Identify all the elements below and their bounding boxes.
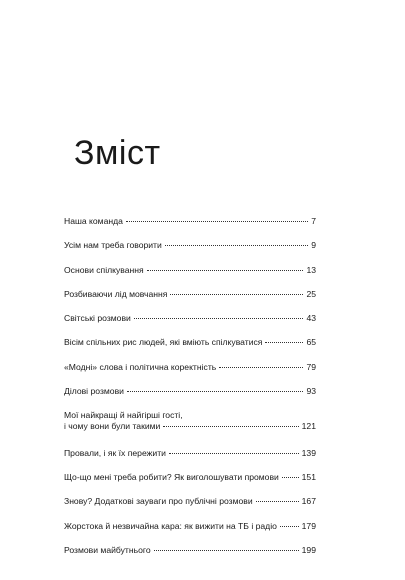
toc-row: [64, 421, 316, 432]
toc-entry: [64, 216, 316, 227]
toc-entry: [64, 521, 316, 532]
toc-row: [64, 313, 316, 324]
dot-leader: [282, 477, 299, 478]
toc-row: [64, 240, 316, 251]
toc-entry-title: Наша команда: [64, 216, 123, 226]
toc-entry-page: 199: [301, 544, 316, 555]
dot-leader: [169, 453, 299, 454]
toc-row: [64, 362, 316, 373]
dot-leader: [127, 391, 303, 392]
toc-entry: [64, 448, 316, 459]
toc-entry: [64, 545, 316, 556]
toc-entry: [64, 265, 316, 276]
toc-entry: [64, 386, 316, 397]
toc-entry-page: 43: [306, 313, 316, 324]
dot-leader: [170, 294, 303, 295]
toc-row: [64, 472, 316, 483]
page-title: Зміст: [74, 134, 161, 172]
toc-entry-title: «Модні» слова і політична коректність: [64, 361, 217, 372]
toc-entry-title: Провали, і як їх пережити: [64, 447, 166, 458]
toc-entry-title: Жорстока й незвичайна кара: як вижити на ТБ і радіо: [64, 520, 277, 531]
toc-row: [64, 216, 316, 227]
dot-leader: [256, 501, 299, 502]
toc-entry: [64, 362, 316, 373]
dot-leader: [219, 367, 303, 368]
toc-row: [64, 448, 316, 459]
toc-row: [64, 289, 316, 300]
toc-entry-page: 93: [306, 386, 316, 397]
toc-entry-page: 25: [306, 288, 316, 299]
toc-entry-title: Світські розмови: [64, 313, 131, 324]
toc-entry-title: Ділові розмови: [64, 386, 124, 397]
dot-leader: [126, 221, 308, 222]
toc-entry: [64, 472, 316, 483]
toc-entry-title: і чому вони були такими: [64, 421, 161, 432]
toc-entry-title: Розбиваючи лід мовчання: [64, 288, 168, 299]
dot-leader: [147, 270, 304, 271]
toc-entry: [64, 410, 316, 434]
toc-entry: [64, 337, 316, 348]
toc-row: [64, 521, 316, 532]
toc-entry-title-line1: Мої найкращі й найгірші гості,: [64, 410, 183, 421]
toc-entry: [64, 240, 316, 251]
toc-entry: [64, 496, 316, 507]
toc-entry-page: 9: [311, 240, 316, 251]
toc-row: [64, 386, 316, 397]
toc-row: [64, 265, 316, 276]
toc-entry-page: 179: [301, 520, 316, 531]
toc-entry-page: 167: [301, 496, 316, 507]
toc-entry-title: Розмови майбутнього: [64, 544, 151, 555]
toc-entry-page: 151: [301, 471, 316, 482]
toc-entry-title: Що-що мені треба робити? Як виголошувати промови: [64, 471, 279, 482]
toc-entry-page: 13: [306, 264, 316, 275]
toc-entry-title: Основи спілкування: [64, 264, 144, 275]
table-of-contents: [64, 216, 316, 569]
toc-entry-page: 7: [311, 216, 316, 226]
toc-entry: [64, 289, 316, 300]
toc-row: [64, 545, 316, 556]
toc-entry-title: Усім нам треба говорити: [64, 240, 162, 251]
dot-leader: [280, 526, 299, 527]
toc-entry-title: Вісім спільних рис людей, які вміють спілкуватися: [64, 337, 263, 348]
toc-entry-title: Знову? Додаткові зауваги про публічні розмови: [64, 496, 253, 507]
toc-entry-page: 65: [306, 337, 316, 348]
toc-entry-page: 139: [301, 447, 316, 458]
toc-entry-page: 79: [306, 361, 316, 372]
dot-leader: [265, 342, 303, 343]
toc-row: [64, 496, 316, 507]
toc-entry-page: 121: [301, 421, 316, 432]
dot-leader: [134, 318, 304, 319]
dot-leader: [165, 245, 308, 246]
dot-leader: [154, 550, 299, 551]
toc-row: [64, 337, 316, 348]
dot-leader: [163, 426, 298, 427]
toc-entry: [64, 313, 316, 324]
